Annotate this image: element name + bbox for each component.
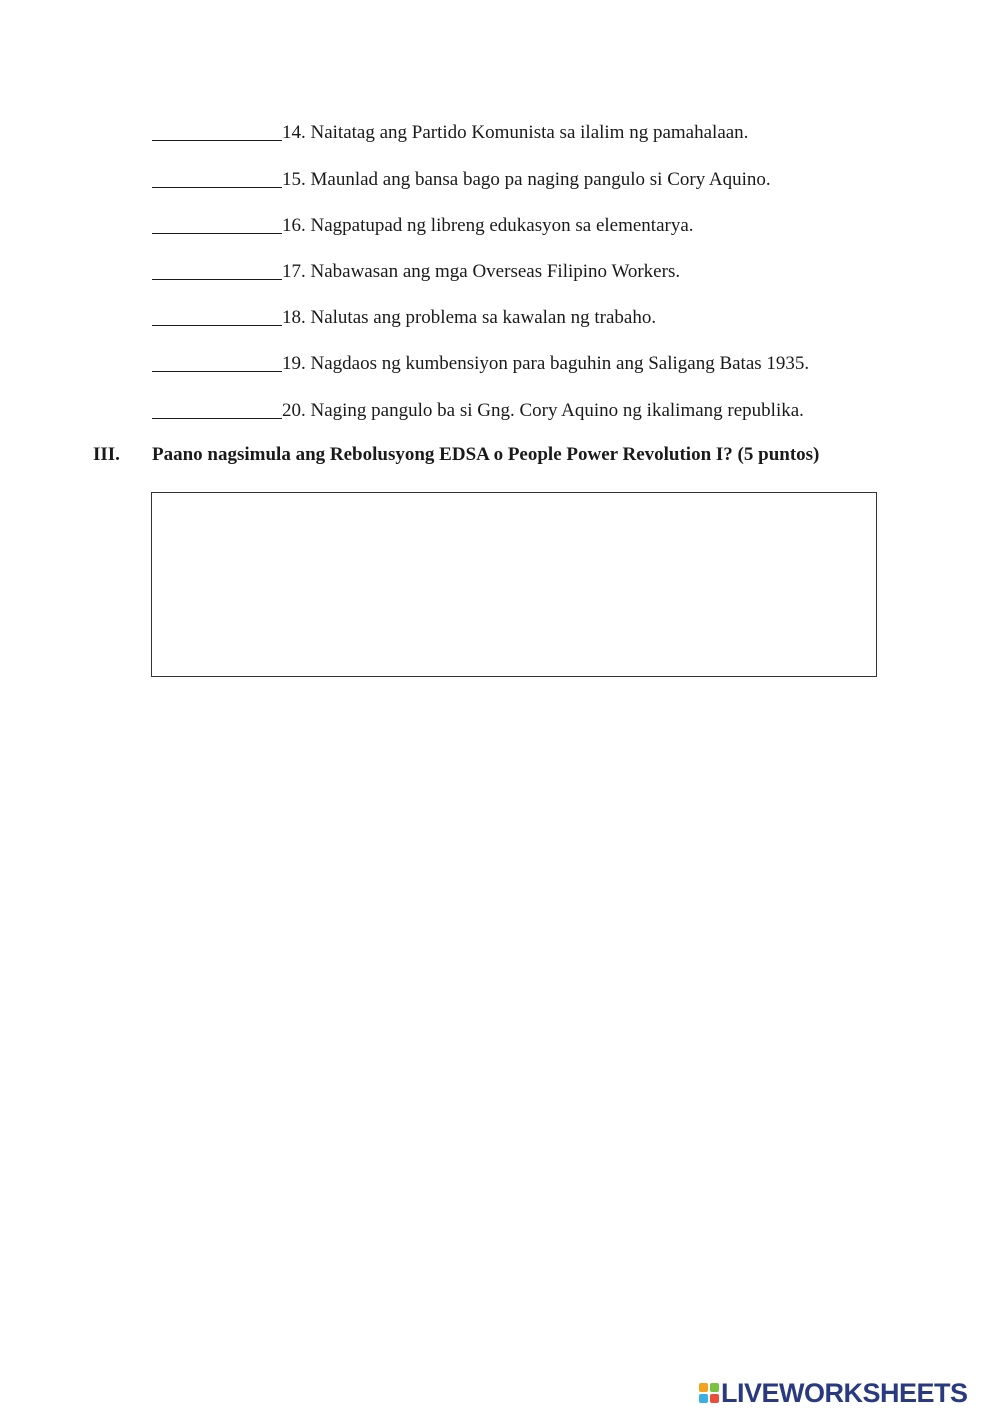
answer-blank-17[interactable] <box>152 278 282 280</box>
logo-square-3 <box>699 1394 708 1403</box>
section-3-question: Paano nagsimula ang Rebolusyong EDSA o People Power Revolution I? (5 puntos) <box>152 444 820 465</box>
essay-answer-box[interactable] <box>151 492 877 677</box>
statement-16-text: 16. Nagpatupad ng libreng edukasyon sa elementarya. <box>282 215 694 236</box>
liveworksheets-logo-text: LIVEWORKSHEETS <box>721 1378 968 1408</box>
statement-20 <box>152 396 804 422</box>
statement-18 <box>152 303 656 329</box>
answer-blank-18[interactable] <box>152 324 282 326</box>
statement-19-text: 19. Nagdaos ng kumbensiyon para baguhin ang Saligang Batas 1935. <box>282 353 810 374</box>
statement-14-text: 14. Naitatag ang Partido Komunista sa ilalim ng pamahalaan. <box>282 122 749 143</box>
statement-17-text: 17. Nabawasan ang mga Overseas Filipino Workers. <box>282 261 681 282</box>
answer-blank-20[interactable] <box>152 417 282 419</box>
answer-blank-19[interactable] <box>152 370 282 372</box>
answer-blank-16[interactable] <box>152 232 282 234</box>
statement-19 <box>152 349 809 375</box>
statement-14 <box>152 118 748 144</box>
statement-20-text: 20. Naging pangulo ba si Gng. Cory Aquino ng ikalimang republika. <box>282 400 804 421</box>
logo-square-2 <box>710 1383 719 1392</box>
section-3-heading <box>93 444 819 466</box>
statement-17 <box>152 257 680 283</box>
liveworksheets-logo-icon <box>699 1383 719 1403</box>
statement-18-text: 18. Nalutas ang problema sa kawalan ng trabaho. <box>282 307 657 328</box>
statement-15-text: 15. Maunlad ang bansa bago pa naging pangulo si Cory Aquino. <box>282 169 771 190</box>
section-3-numeral: III. <box>93 444 120 465</box>
statement-16 <box>152 211 694 237</box>
liveworksheets-logo <box>699 1378 968 1408</box>
logo-square-4 <box>710 1394 719 1403</box>
answer-blank-14[interactable] <box>152 139 282 141</box>
answer-blank-15[interactable] <box>152 186 282 188</box>
statement-15 <box>152 165 771 191</box>
logo-square-1 <box>699 1383 708 1392</box>
